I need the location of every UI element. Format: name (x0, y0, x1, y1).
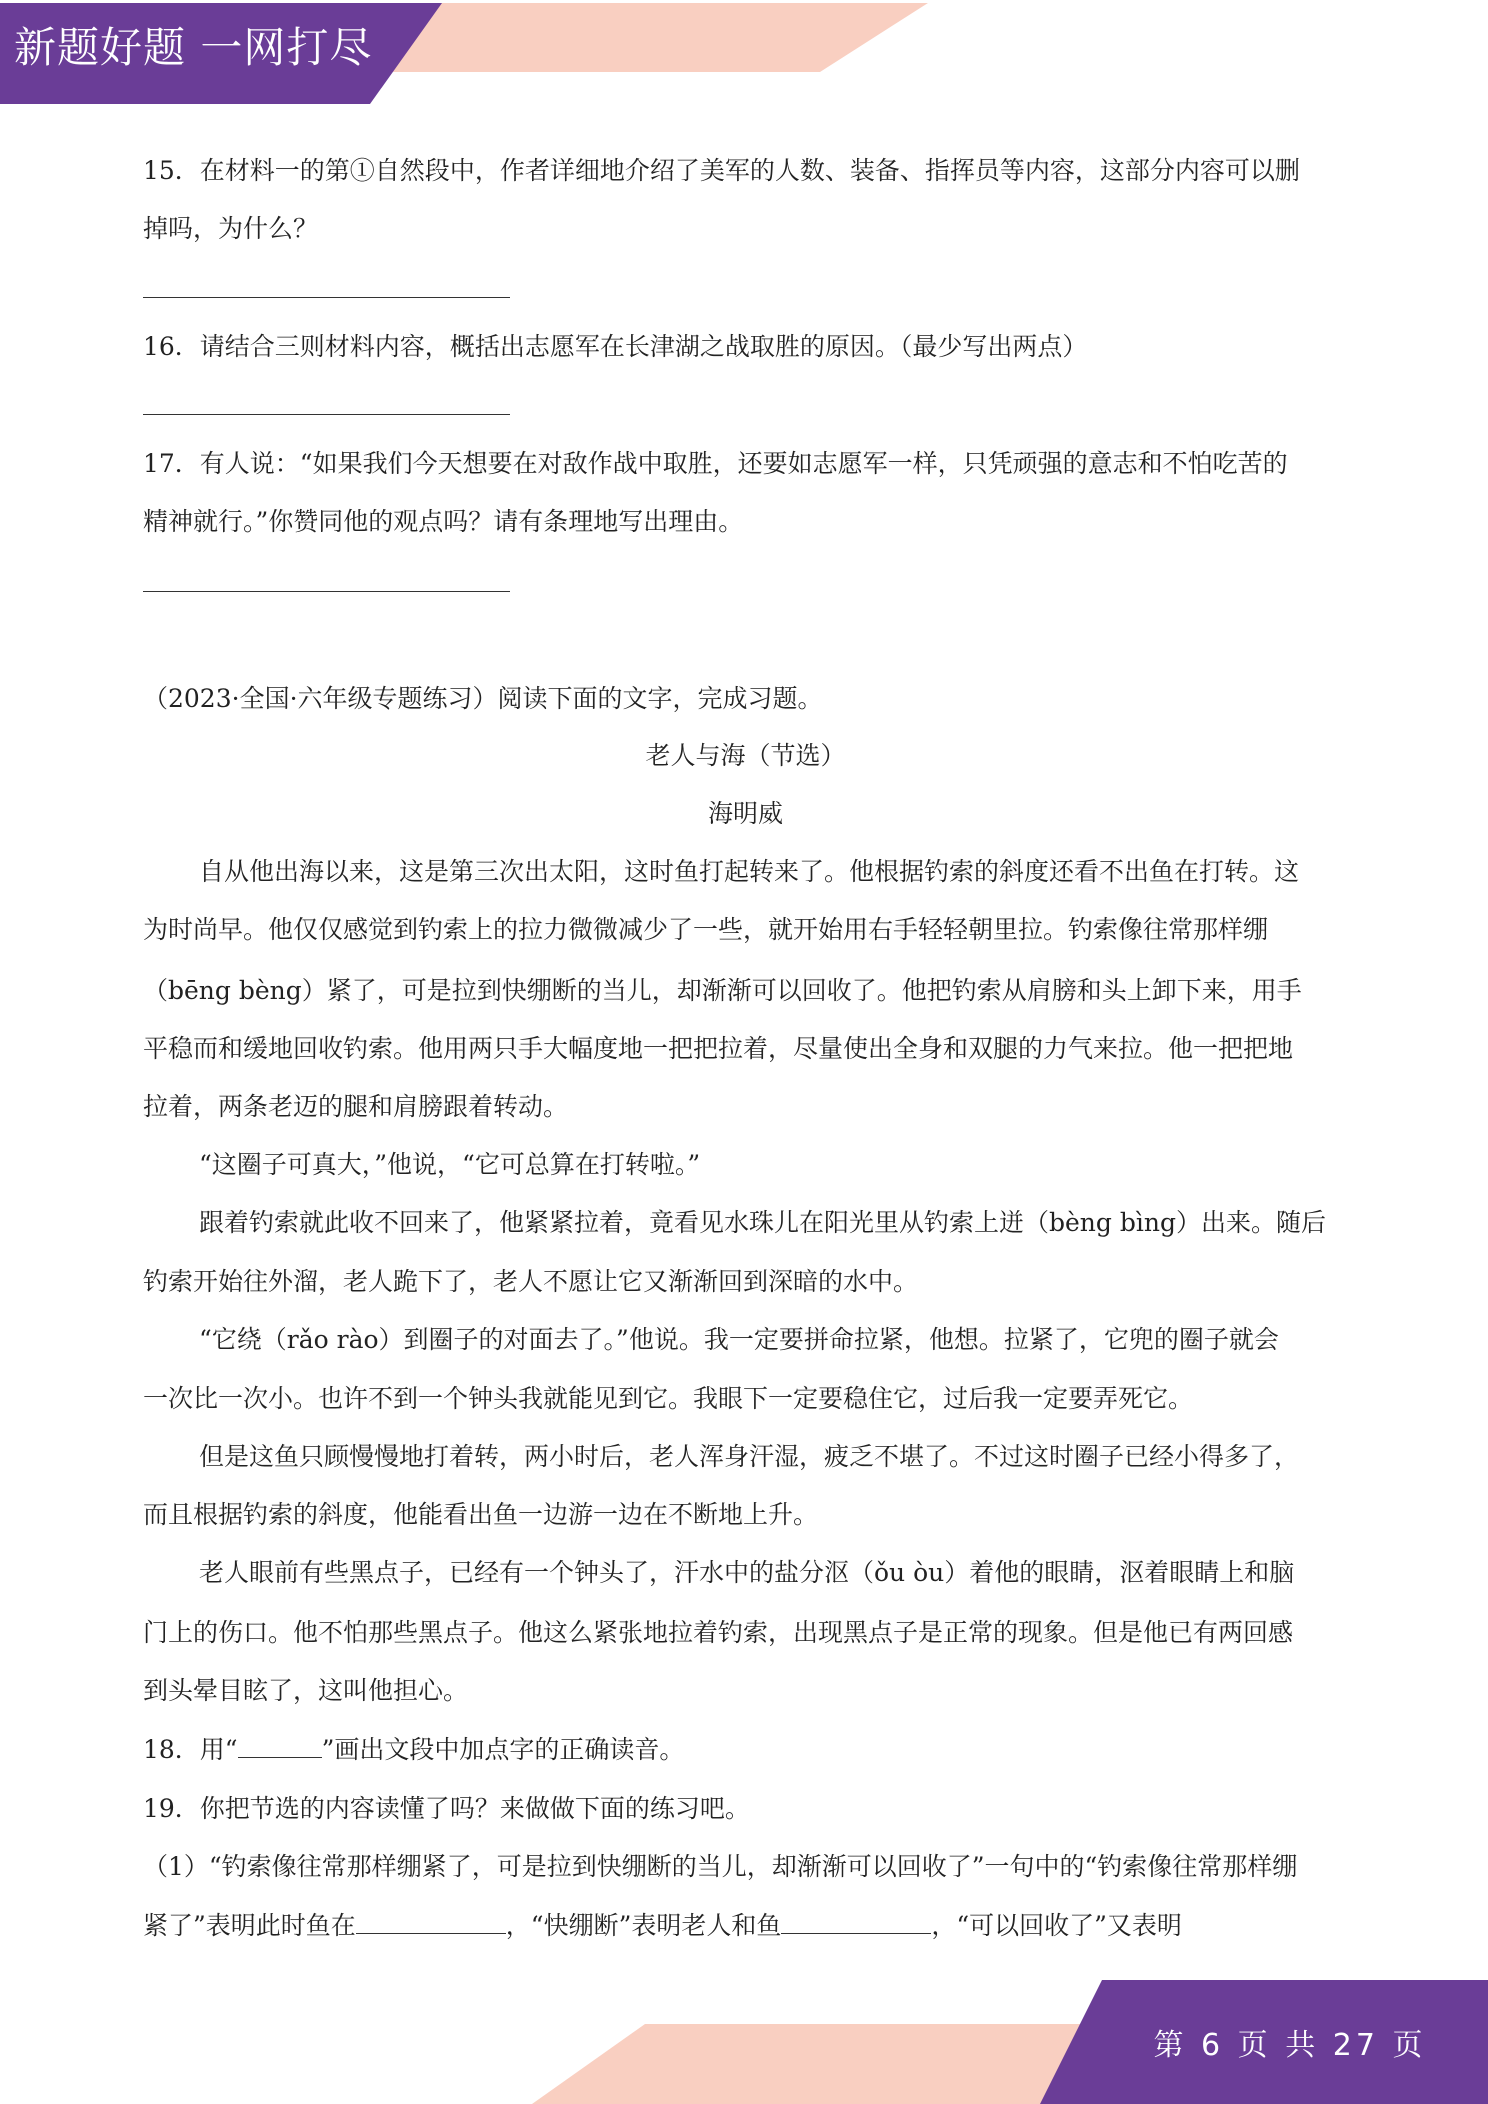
answer-line-16[interactable] (143, 414, 510, 415)
question-16: 16．请结合三则材料内容，概括出志愿军在长津湖之战取胜的原因。（最少写出两点） (143, 332, 1088, 361)
passage-line: 一次比一次小。也许不到一个钟头我就能见到它。我眼下一定要稳住它，过后我一定要弄死它。 (143, 1384, 1194, 1413)
passage-line: “它绕（rǎo rào）到圈子的对面去了。”他说。我一定要拼命拉紧，他想。拉紧了，它兜的圈子就会 (199, 1325, 1279, 1354)
header-banner (0, 0, 1488, 110)
passage-line: 但是这鱼只顾慢慢地打着转，两小时后，老人浑身汗湿，疲乏不堪了。不过这时圈子已经小得多了， (199, 1442, 1300, 1471)
question-19-1-blank-b[interactable] (781, 1911, 931, 1934)
question-19-1-text-a: 紧了”表明此时鱼在 (143, 1911, 356, 1940)
question-18-blank[interactable] (238, 1735, 322, 1758)
question-19-1-line-1: （1）“钓索像往常那样绷紧了，可是拉到快绷断的当儿，却渐渐可以回收了”一句中的“钓索像往常那样绷 (143, 1852, 1298, 1881)
question-17-line-2: 精神就行。”你赞同他的观点吗？请有条理地写出理由。 (143, 507, 744, 536)
passage-line: 拉着，两条老迈的腿和肩膀跟着转动。 (143, 1092, 569, 1121)
question-18 (143, 1721, 1348, 1779)
passage-intro: （2023·全国·六年级专题练习）阅读下面的文字，完成习题。 (143, 684, 823, 713)
question-19-1-blank-a[interactable] (356, 1911, 506, 1934)
passage-line: 自从他出海以来，这是第三次出太阳，这时鱼打起转来了。他根据钓索的斜度还看不出鱼在打转。这 (199, 857, 1300, 886)
passage-line: 平稳而和缓地回收钓索。他用两只手大幅度地一把把拉着，尽量使出全身和双腿的力气来拉。他一把把地 (143, 1034, 1294, 1063)
passage-line: 为时尚早。他仅仅感觉到钓索上的拉力微微减少了一些，就开始用右手轻轻朝里拉。钓索像往常那样绷 (143, 915, 1269, 944)
question-19-1-text-b: ，“快绷断”表明老人和鱼 (505, 1911, 782, 1940)
passage-line: “这圈子可真大，”他说，“它可总算在打转啦。” (199, 1150, 701, 1179)
question-17-line-1: 17．有人说：“如果我们今天想要在对敌作战中取胜，还要如志愿军一样，只凭顽强的意志和不怕吃苦的 (143, 449, 1288, 478)
question-19-1-line-2 (143, 1897, 1348, 1955)
question-15-line-1: 15．在材料一的第①自然段中，作者详细地介绍了美军的人数、装备、指挥员等内容，这部分内容可以删 (143, 156, 1300, 185)
passage-line: 而且根据钓索的斜度，他能看出鱼一边游一边在不断地上升。 (143, 1500, 819, 1529)
question-19: 19．你把节选的内容读懂了吗？来做做下面的练习吧。 (143, 1794, 750, 1823)
passage-line: 到头晕目眩了，这叫他担心。 (143, 1676, 469, 1705)
passage-line: 门上的伤口。他不怕那些黑点子。他这么紧张地拉着钓索，出现黑点子是正常的现象。但是他已有两回感 (143, 1618, 1294, 1647)
passage-line: 钓索开始往外溜，老人跪下了，老人不愿让它又渐渐回到深暗的水中。 (143, 1267, 919, 1296)
page-number: 第 6 页 共 27 页 (1153, 2028, 1427, 2063)
question-18-text-a: 18．用“ (143, 1735, 238, 1764)
passage-author: 海明威 (707, 799, 783, 828)
question-19-1-text-c: ，“可以回收了”又表明 (931, 1911, 1182, 1940)
passage-title: 老人与海（节选） (645, 741, 846, 770)
passage-line: （bēng bèng）紧了，可是拉到快绷断的当儿，却渐渐可以回收了。他把钓索从肩膀和头上卸下来，用手 (143, 976, 1302, 1005)
passage-line: 跟着钓索就此收不回来了，他紧紧拉着，竟看见水珠儿在阳光里从钓索上迸（bèng bìng）出来。随后 (199, 1208, 1326, 1237)
answer-line-15[interactable] (143, 297, 510, 298)
banner-title: 新题好题 一网打尽 (14, 23, 373, 72)
question-18-text-b: ”画出文段中加点字的正确读音。 (321, 1735, 685, 1764)
question-15-line-2: 掉吗，为什么？ (143, 214, 319, 243)
passage-line: 老人眼前有些黑点子，已经有一个钟头了，汗水中的盐分沤（ǒu òu）着他的眼睛，沤着眼睛上和脑 (199, 1558, 1295, 1587)
answer-line-17[interactable] (143, 591, 510, 592)
